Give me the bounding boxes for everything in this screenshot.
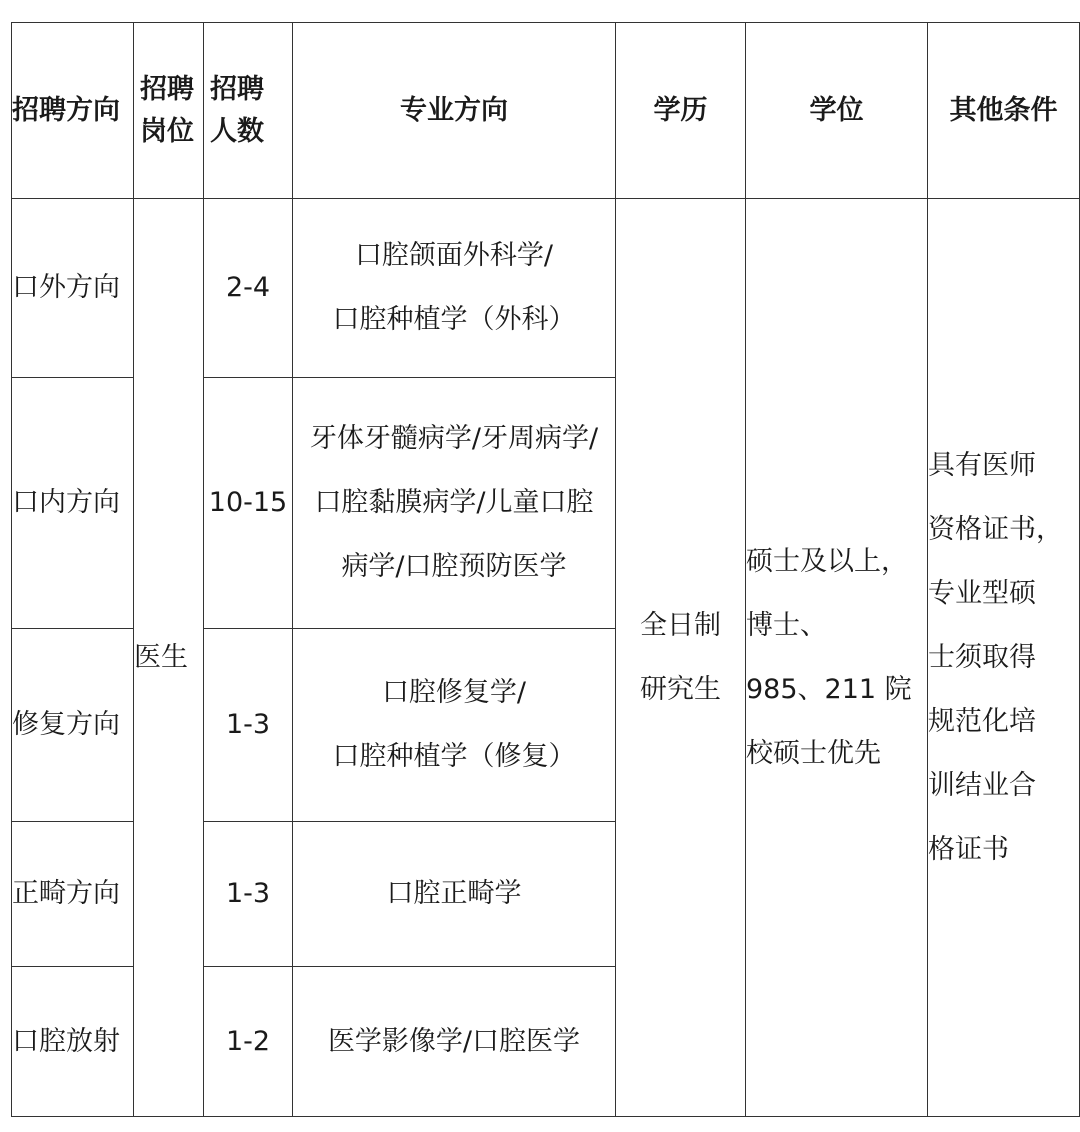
count-cell: 2-4: [204, 199, 293, 378]
other-conditions-cell: [928, 199, 1080, 1117]
count-cell: 1-3: [204, 822, 293, 967]
direction-cell: 口外方向: [12, 199, 134, 378]
major-line: 口腔颌面外科学/: [354, 240, 554, 271]
count-cell: 10-15: [204, 378, 293, 629]
major-cell: [293, 378, 616, 629]
header-position-line2: 岗位: [140, 115, 194, 147]
header-count-line1: 招聘: [210, 73, 264, 105]
major-cell: [293, 629, 616, 822]
degree-line3: 985、211 院: [746, 673, 912, 705]
degree-line4: 校硕士优先: [746, 737, 881, 769]
header-count: [204, 23, 293, 199]
header-direction: 招聘方向: [12, 23, 134, 199]
other-line6: 训结业合: [928, 769, 1036, 801]
header-position: [134, 23, 204, 199]
direction-cell: 修复方向: [12, 629, 134, 822]
degree-line2: 博士、: [746, 609, 827, 641]
major-line: 口腔种植学（外科）: [332, 304, 576, 335]
other-line2: 资格证书，: [928, 513, 1063, 545]
education-cell: [616, 199, 746, 1117]
major-cell: [293, 199, 616, 378]
header-degree: 学位: [746, 23, 928, 199]
education-line2: 研究生: [640, 673, 721, 705]
major-line: 医学影像学/口腔医学: [327, 1025, 581, 1057]
table-row: [12, 199, 1080, 378]
degree-cell: [746, 199, 928, 1117]
education-line1: 全日制: [640, 609, 721, 641]
count-cell: 1-3: [204, 629, 293, 822]
major-line: 牙体牙髓病学/牙周病学/: [309, 423, 599, 454]
position-cell: 医生: [134, 199, 204, 1117]
count-cell: 1-2: [204, 967, 293, 1117]
recruitment-table: [11, 22, 1080, 1117]
degree-line1: 硕士及以上，: [746, 545, 908, 577]
major-cell: [293, 822, 616, 967]
major-line: 病学/口腔预防医学: [341, 551, 567, 582]
major-cell: [293, 967, 616, 1117]
header-major: 专业方向: [293, 23, 616, 199]
header-row: [12, 23, 1080, 199]
other-line5: 规范化培: [928, 705, 1036, 737]
direction-cell: 口内方向: [12, 378, 134, 629]
direction-cell: 口腔放射: [12, 967, 134, 1117]
direction-cell: 正畸方向: [12, 822, 134, 967]
header-education: 学历: [616, 23, 746, 199]
other-line7: 格证书: [928, 833, 1009, 865]
major-line: 口腔黏膜病学/儿童口腔: [314, 487, 594, 518]
major-line: 口腔正畸学: [386, 878, 522, 909]
major-line: 口腔种植学（修复）: [332, 741, 576, 772]
other-line4: 士须取得: [928, 641, 1036, 673]
header-count-line2: 人数: [210, 115, 264, 147]
other-line3: 专业型硕: [928, 577, 1036, 609]
other-line1: 具有医师: [928, 449, 1036, 481]
header-other: 其他条件: [928, 23, 1080, 199]
header-position-line1: 招聘: [140, 73, 194, 105]
major-line: 口腔修复学/: [381, 677, 527, 708]
